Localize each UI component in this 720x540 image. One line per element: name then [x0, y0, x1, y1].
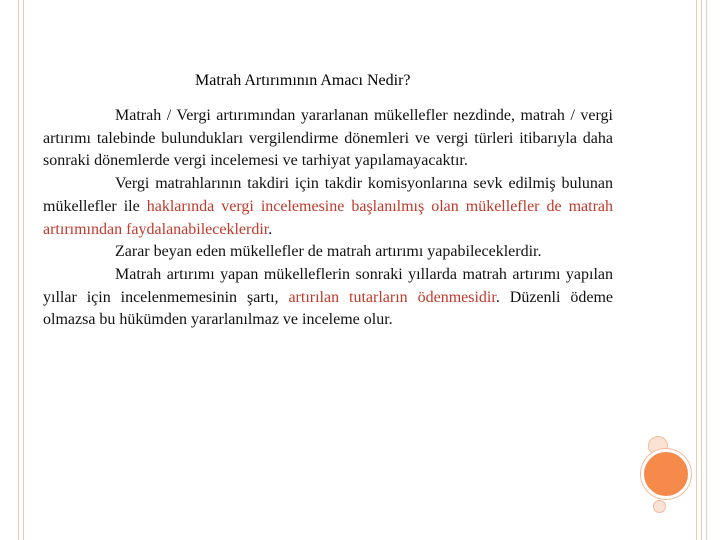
paragraph: [43, 264, 613, 332]
paragraph-text: Matrah artırımı yapan mükelleflerin sonraki yıllarda matrah artırımı yapılan yıllar için incelenmemesinin şartı,: [43, 265, 613, 306]
paragraph: [43, 173, 613, 241]
frame-line-left: [18, 0, 19, 540]
frame-line-right-inner: [696, 0, 697, 540]
frame-line-right: [701, 0, 702, 540]
paragraph: [43, 105, 613, 173]
paragraph-text: Matrah / Vergi artırımından yararlanan mükellefler nezdinde, matrah / vergi artırımı talebinde bulundukları vergilendirme dönemleri ve vergi türleri itibarıyla daha sonraki dönemlerde vergi incelemesi ve tarhiyat yapılamayacaktır.: [43, 107, 613, 170]
paragraph-text: .: [268, 220, 273, 238]
highlighted-text: haklarında vergi incelemesine başlanılmış olan mükellefler de matrah artırımından faydalanabileceklerdir: [43, 197, 614, 238]
frame-line-left-inner: [23, 0, 24, 540]
slide-body: [43, 105, 613, 332]
highlighted-text: artırılan tutarların ödenmesidir: [288, 288, 496, 306]
slide-title: Matrah Artırımının Amacı Nedir?: [195, 72, 411, 89]
frame-line-right-outer: [706, 0, 707, 540]
paragraph-text: Zarar beyan eden mükellefler de matrah artırımı yapabileceklerdir.: [115, 243, 542, 261]
decorative-circle-large: [641, 449, 691, 499]
paragraph: [43, 241, 613, 264]
paragraph-text: Vergi matrahlarının takdiri için takdir komisyonlarına sevk edilmiş bulunan mükellefler ile: [43, 175, 613, 215]
decorative-circle-mini: [653, 500, 666, 513]
paragraph-text: . Düzenli ödeme olmazsa bu hükümden yararlanılmaz ve inceleme olur.: [43, 288, 613, 329]
